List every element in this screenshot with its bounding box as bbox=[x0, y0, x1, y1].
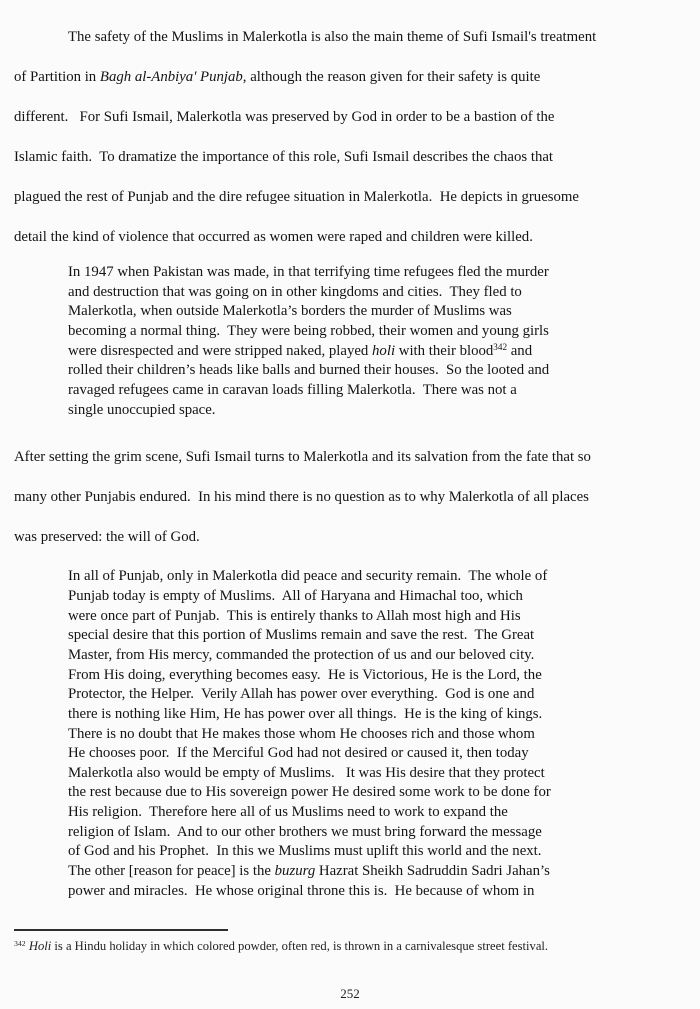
text-line: was preserved: the will of God. bbox=[14, 529, 200, 546]
text-line: detail the kind of violence that occurred as women were raped and children were killed. bbox=[14, 229, 533, 245]
text-line: ravaged refugees came in caravan loads filling Malerkotla. There was not a bbox=[68, 381, 517, 398]
text-line: His religion. Therefore here all of us Muslims need to work to expand the bbox=[68, 804, 508, 821]
text-line: Protector, the Helper. Verily Allah has power over everything. God is one and bbox=[68, 686, 535, 703]
footnote-separator-rule bbox=[14, 929, 228, 931]
text-line: He chooses poor. If the Merciful God had not desired or caused it, then today bbox=[68, 745, 529, 762]
page-number: 252 bbox=[340, 986, 360, 1001]
text-line: were once part of Punjab. This is entirely thanks to Allah most high and His bbox=[68, 607, 521, 624]
text-line: After setting the grim scene, Sufi Ismail turns to Malerkotla and its salvation from the fate that so bbox=[14, 449, 591, 466]
footnote-block bbox=[14, 929, 686, 954]
text-line: of God and his Prophet. In this we Muslims must uplift this world and the next. bbox=[68, 843, 542, 860]
text-line: rolled their children’s heads like balls and burned their houses. So the looted and bbox=[68, 362, 550, 379]
paragraph-intro bbox=[14, 0, 686, 257]
text-line: Malerkotla also would be empty of Muslims. It was His desire that they protect bbox=[68, 764, 545, 781]
text-line: many other Punjabis endured. In his mind there is no question as to why Malerkotla of all places bbox=[14, 489, 589, 506]
footnote-342: $^{342}$ Holi is a Hindu holiday in which colored powder, often red, is thrown in a carnivalesque street festival. bbox=[14, 938, 549, 953]
text-line: religion of Islam. And to our other brothers we must bring forward the message bbox=[68, 823, 542, 840]
block-quote-punjab-peace bbox=[14, 567, 686, 901]
text-line: Master, from His mercy, commanded the protection of us and our beloved city. bbox=[68, 646, 535, 663]
text-line: In all of Punjab, only in Malerkotla did peace and security remain. The whole of bbox=[68, 568, 548, 585]
text-line: Punjab today is empty of Muslims. All of Haryana and Himachal too, which bbox=[68, 587, 523, 604]
paragraph-after-quote bbox=[14, 437, 686, 557]
text-line: power and miracles. He whose original throne this is. He because of whom in bbox=[68, 882, 535, 899]
text-line: In 1947 when Pakistan was made, in that terrifying time refugees fled the murder bbox=[68, 264, 549, 280]
text-line: plagued the rest of Punjab and the dire refugee situation in Malerkotla. He depicts in gruesome bbox=[14, 189, 579, 205]
text-line: there is nothing like Him, He has power over all things. He is the king of kings. bbox=[68, 705, 543, 722]
text-line: The other [reason for peace] is the buzurg Hazrat Sheikh Sadruddin Sadri Jahan’s bbox=[68, 863, 550, 880]
text-line: There is no doubt that He makes those whom He chooses rich and those whom bbox=[68, 725, 535, 742]
text-line: the rest because due to His sovereign power He desired some work to be done for bbox=[68, 784, 551, 801]
text-line: becoming a normal thing. They were being robbed, their women and young girls bbox=[68, 322, 549, 339]
text-line: and destruction that was going on in other kingdoms and cities. They fled to bbox=[68, 283, 522, 300]
text-line: were disrespected and were stripped naked, played holi with their blood$^{342}$ and bbox=[68, 341, 533, 359]
text-line: Malerkotla, when outside Malerkotla’s borders the murder of Muslims was bbox=[68, 303, 512, 320]
block-quote-1947-refugees bbox=[14, 263, 686, 420]
text-line: Islamic faith. To dramatize the importance of this role, Sufi Ismail describes the chaos that bbox=[14, 149, 554, 165]
text-line: single unoccupied space. bbox=[68, 401, 216, 418]
text-line: The safety of the Muslims in Malerkotla is also the main theme of Sufi Ismail's treatment bbox=[68, 29, 597, 45]
text-line: different. For Sufi Ismail, Malerkotla was preserved by God in order to be a bastion of the bbox=[14, 109, 555, 125]
text-line: of Partition in Bagh al-Anbiya' Punjab, although the reason given for their safety is quite bbox=[14, 69, 541, 85]
text-line: From His doing, everything becomes easy. He is Victorious, He is the Lord, the bbox=[68, 666, 542, 683]
text-line: special desire that this portion of Muslims remain and save the rest. The Great bbox=[68, 627, 535, 644]
